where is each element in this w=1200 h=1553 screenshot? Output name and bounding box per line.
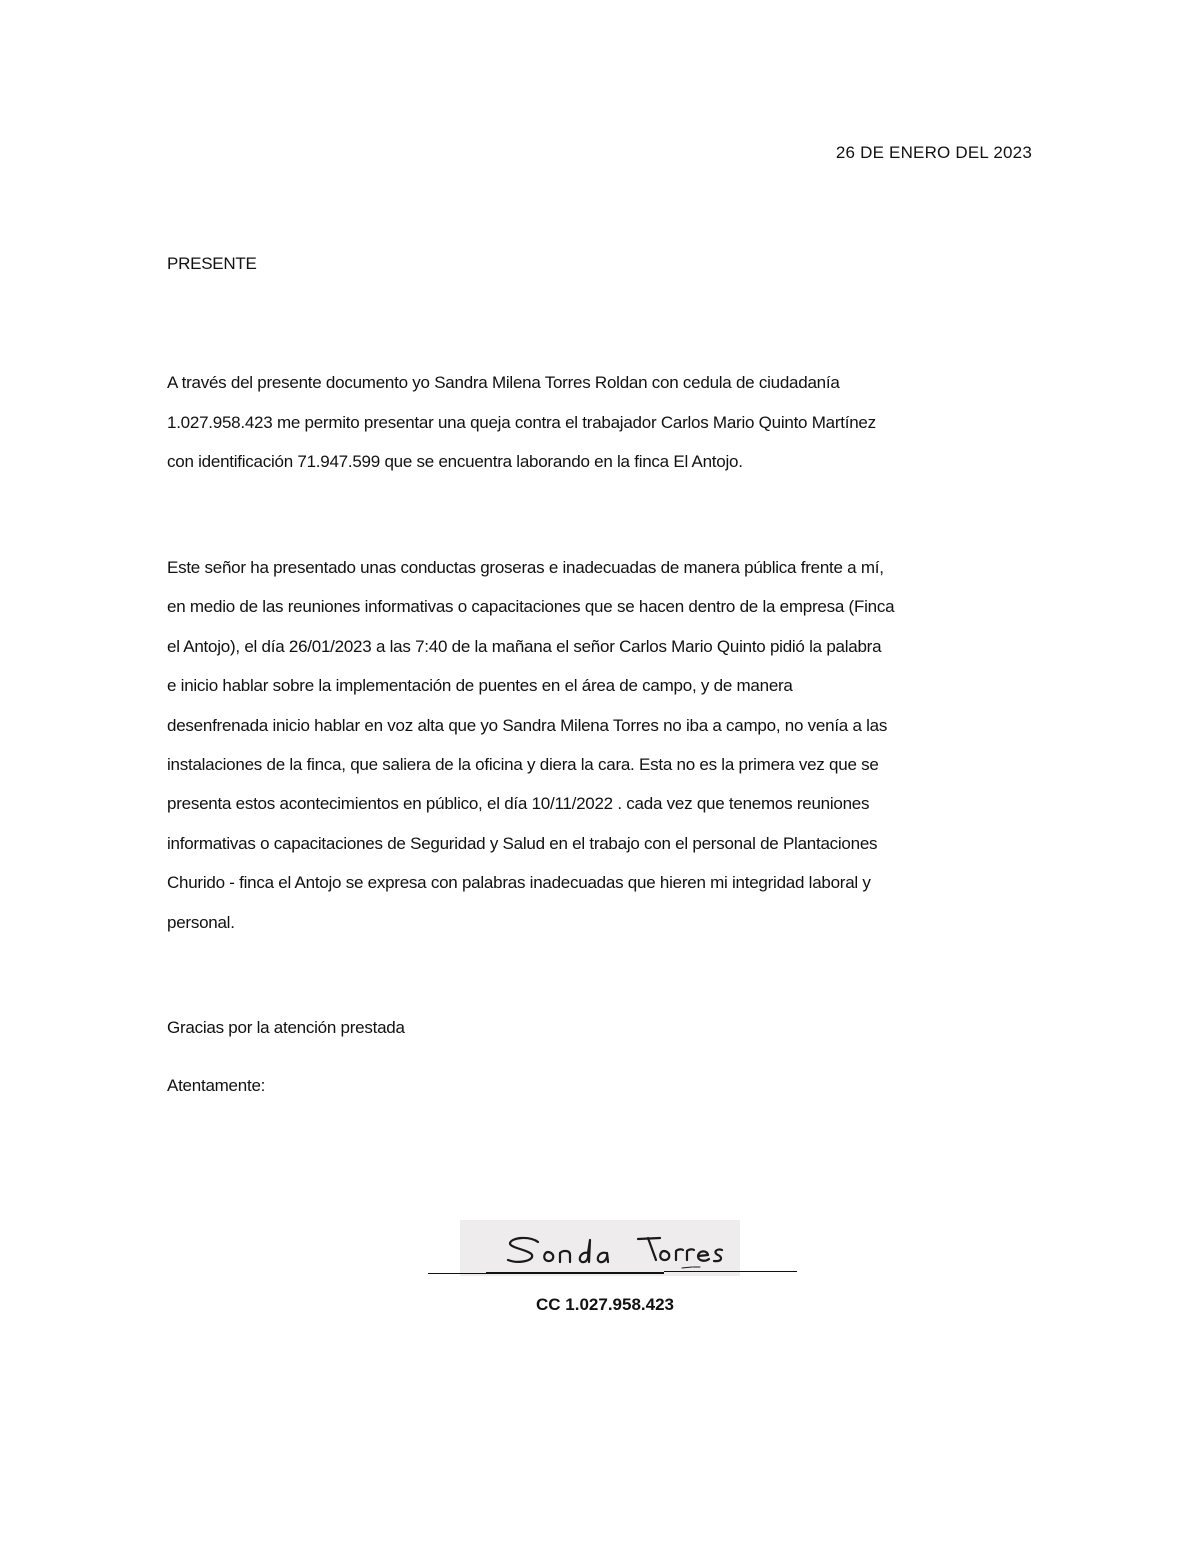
document-date: 26 DE ENERO DEL 2023 xyxy=(835,143,1032,162)
handwritten-signature-image xyxy=(460,1220,740,1276)
signature-line xyxy=(664,1271,797,1272)
paragraph-line: el Antojo), el día 26/01/2023 a las 7:40 de la mañana el señor Carlos Mario Quinto pidió la palabra xyxy=(167,636,882,656)
signature-scribble-icon xyxy=(460,1220,740,1276)
paragraph-line: A través del presente documento yo Sandra Milena Torres Roldan con cedula de ciudadanía xyxy=(167,373,840,392)
signature-line xyxy=(428,1273,486,1274)
paragraph-line: con identificación 71.947.599 que se encuentra laborando en la finca El Antojo. xyxy=(167,452,743,471)
paragraph-line: 1.027.958.423 me permito presentar una queja contra el trabajador Carlos Mario Quinto Martínez xyxy=(167,412,876,432)
paragraph-line: desenfrenada inicio hablar en voz alta que yo Sandra Milena Torres no iba a campo, no venía a las xyxy=(167,715,888,735)
closing-line: Atentamente: xyxy=(167,1076,266,1095)
paragraph-line: en medio de las reuniones informativas o capacitaciones que se hacen dentro de la empresa (Finca xyxy=(167,597,895,617)
paragraph-line: informativas o capacitaciones de Seguridad y Salud en el trabajo con el personal de Plantaciones xyxy=(167,833,878,853)
thanks-line: Gracias por la atención prestada xyxy=(167,1018,405,1037)
paragraph-line: Este señor ha presentado unas conductas groseras e inadecuadas de manera pública frente a mí, xyxy=(167,558,884,577)
signer-id-number: CC 1.027.958.423 xyxy=(536,1295,674,1314)
paragraph-line: instalaciones de la finca, que saliera de la oficina y diera la cara. Esta no es la primera vez que se xyxy=(167,755,879,775)
paragraph-complaint-details xyxy=(167,548,1047,942)
paragraph-line: presenta estos acontecimientos en público, el día 10/11/2022 . cada vez que tenemos reuniones xyxy=(167,794,870,814)
signature-line xyxy=(486,1272,664,1274)
paragraph-line: Churido - finca el Antojo se expresa con palabras inadecuadas que hieren mi integridad laboral y xyxy=(167,873,871,893)
paragraph-complaint-intro xyxy=(167,363,1047,482)
paragraph-line: personal. xyxy=(167,912,235,932)
paragraph-line: e inicio hablar sobre la implementación de puentes en el área de campo, y de manera xyxy=(167,676,793,696)
salutation: PRESENTE xyxy=(167,254,257,273)
